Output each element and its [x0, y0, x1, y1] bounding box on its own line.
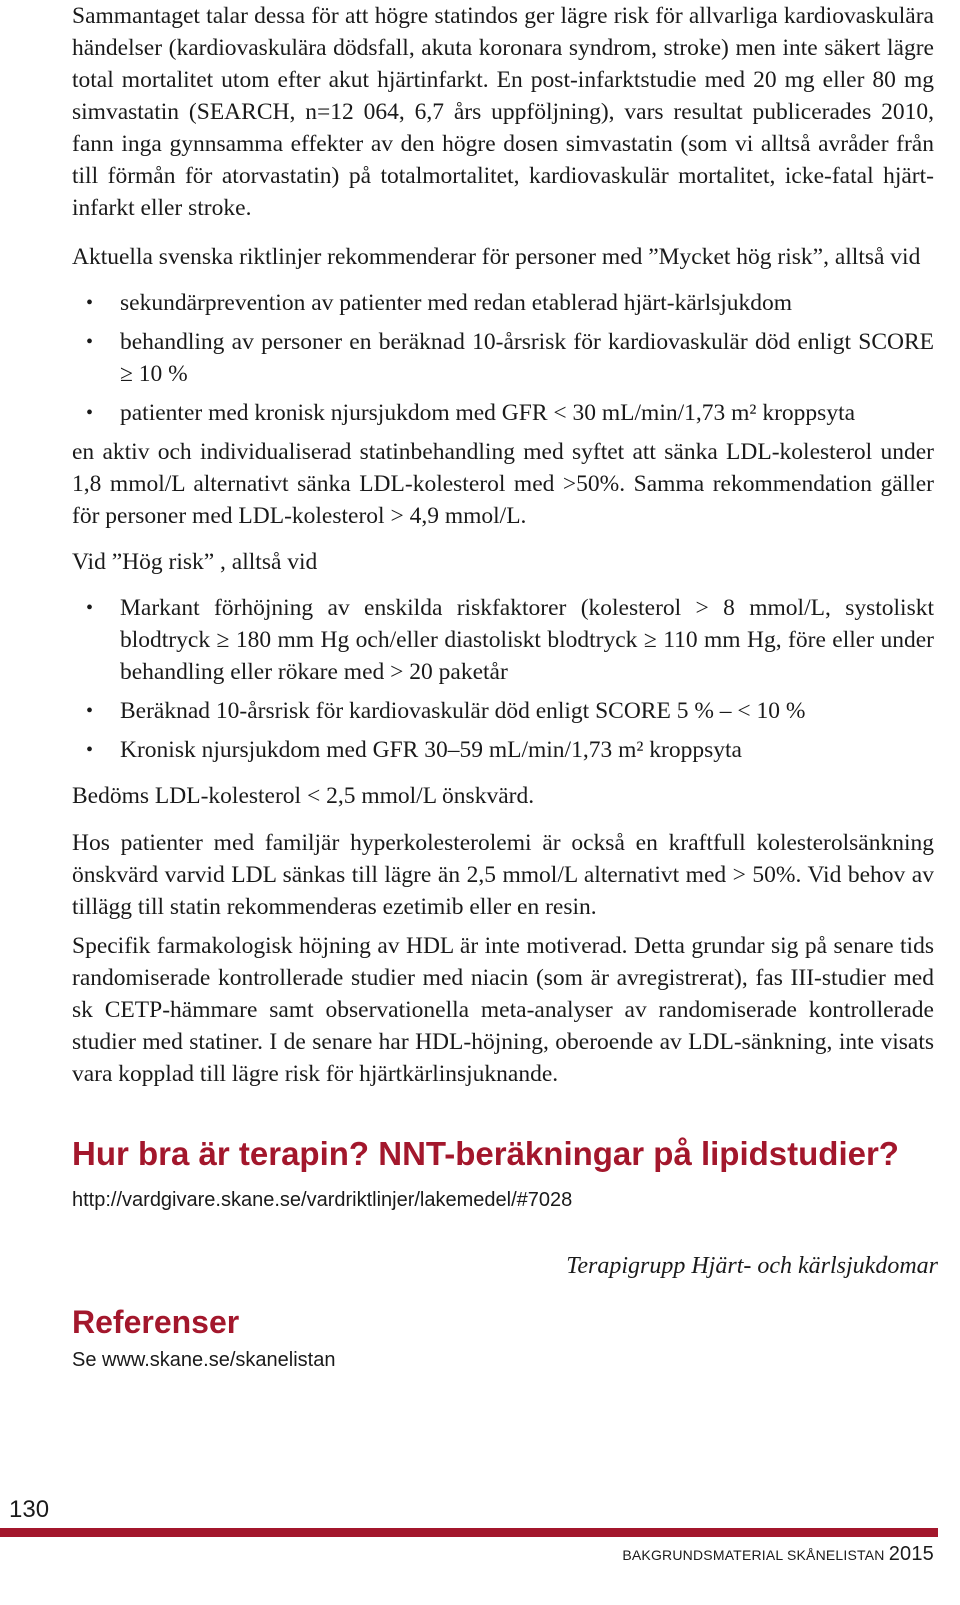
high-risk-list: [72, 592, 934, 766]
bullet-icon: •: [86, 292, 94, 314]
list-item-text: Markant förhöjning av enskilda riskfaktorer (kolesterol > 8 mmol/L, systoliskt blodtryck ≥ 180 mm Hg och/eller diastoliskt blodtryck ≥ 110 mm Hg, före eller under behandling eller rökare med > 20 paketår: [120, 595, 934, 685]
page-number: 130: [9, 1496, 50, 1523]
references-link[interactable]: Se www.skane.se/skanelistan: [72, 1349, 336, 1371]
bullet-icon: •: [86, 402, 94, 424]
nnt-heading: Hur bra är terapin? NNT-beräkningar på lipidstudier?: [72, 1135, 899, 1172]
nnt-link[interactable]: http://vardgivare.skane.se/vardriktlinjer/lakemedel/#7028: [72, 1189, 573, 1211]
bullet-icon: •: [86, 700, 94, 722]
list-item: [72, 734, 934, 766]
paragraph-search-study: Sammantaget talar dessa för att högre statindos ger lägre risk för allvarliga kardiovaskulära händelser (kardiovaskulära dödsfall, akuta koronara syndrom, stroke) men inte säkert lägre total mortalitet utom efter akut hjärtinfarkt. En post-infarktstudie med 20 mg eller 80 mg simvastatin (SEARCH, n=12 064, 6,7 års uppföljning), vars resultat publicerades 2010, fann inga gynnsamma effekter av den högre dosen simvastatin (som vi alltså avråder från till förmån för atorvastatin) på totalmortalitet, kardiovaskulär mortalitet, icke-fatal hjärtinfarkt eller stroke.: [72, 3, 934, 221]
paragraph-high-risk-intro: Vid ”Hög risk” , alltså vid: [72, 549, 318, 575]
references-heading: Referenser: [72, 1304, 240, 1340]
footer-label: [622, 1543, 934, 1566]
list-item-text: sekundärprevention av patienter med redan etablerad hjärt-kärlsjukdom: [120, 290, 793, 316]
bullet-icon: •: [86, 331, 94, 353]
paragraph-ldl-desired: Bedöms LDL-kolesterol < 2,5 mmol/L önskvärd.: [72, 783, 535, 809]
footer-title: BAKGRUNDSMATERIAL SKÅNELISTAN: [622, 1547, 885, 1563]
bullet-icon: •: [86, 739, 94, 761]
list-item: [72, 287, 934, 319]
list-item: [72, 397, 934, 429]
paragraph-very-high-risk-intro: Aktuella svenska riktlinjer rekommenderar för personer med ”Mycket hög risk”, alltså vid: [72, 244, 921, 270]
paragraph-hdl: Specifik farmakologisk höjning av HDL är inte motiverad. Detta grundar sig på senare tids randomiserade kontrollerade studier med niacin (som är avregistrerat), fas III-studier med sk CETP-hämmare samt observationella meta-analyser av randomiserade kontrollerade studier med statiner. I de senare har HDL-höjning, oberoende av LDL-sänkning, inte visats vara kopplad till lägre risk för hjärtkärlinsjuknande.: [72, 933, 934, 1087]
footer-bar: [0, 1528, 938, 1537]
list-item: [72, 592, 934, 688]
very-high-risk-list: [72, 287, 934, 429]
bullet-icon: •: [86, 597, 94, 619]
paragraph-ldl-target: en aktiv och individualiserad statinbehandling med syftet att sänka LDL-kolesterol under 1,8 mmol/L alternativt sänka LDL-kolesterol med >50%. Samma rekommendation gäller för personer med LDL-kolesterol > 4,9 mmol/L.: [72, 439, 934, 529]
main-content: [72, 0, 938, 1373]
list-item-text: behandling av personer en beräknad 10-årsrisk för kardiovaskulär död enligt SCORE ≥ 10 %: [120, 329, 934, 387]
list-item-text: patienter med kronisk njursjukdom med GFR < 30 mL/min/1,73 m² kroppsyta: [120, 400, 856, 426]
list-item: [72, 326, 934, 390]
list-item-text: Kronisk njursjukdom med GFR 30–59 mL/min/1,73 m² kroppsyta: [120, 737, 742, 763]
signature: Terapigrupp Hjärt- och kärlsjukdomar: [566, 1253, 938, 1279]
footer-year: 2015: [888, 1543, 934, 1565]
paragraph-familial-hypercholesterolemia: Hos patienter med familjär hyperkolesterolemi är också en kraftfull kolesterolsänkning önskvärd varvid LDL sänkas till lägre än 2,5 mmol/L alternativt med > 50%. Vid behov av tillägg till statin rekommenderas ezetimib eller en resin.: [72, 830, 934, 920]
list-item-text: Beräknad 10-årsrisk för kardiovaskulär död enligt SCORE 5 % – < 10 %: [120, 698, 806, 724]
list-item: [72, 695, 934, 727]
